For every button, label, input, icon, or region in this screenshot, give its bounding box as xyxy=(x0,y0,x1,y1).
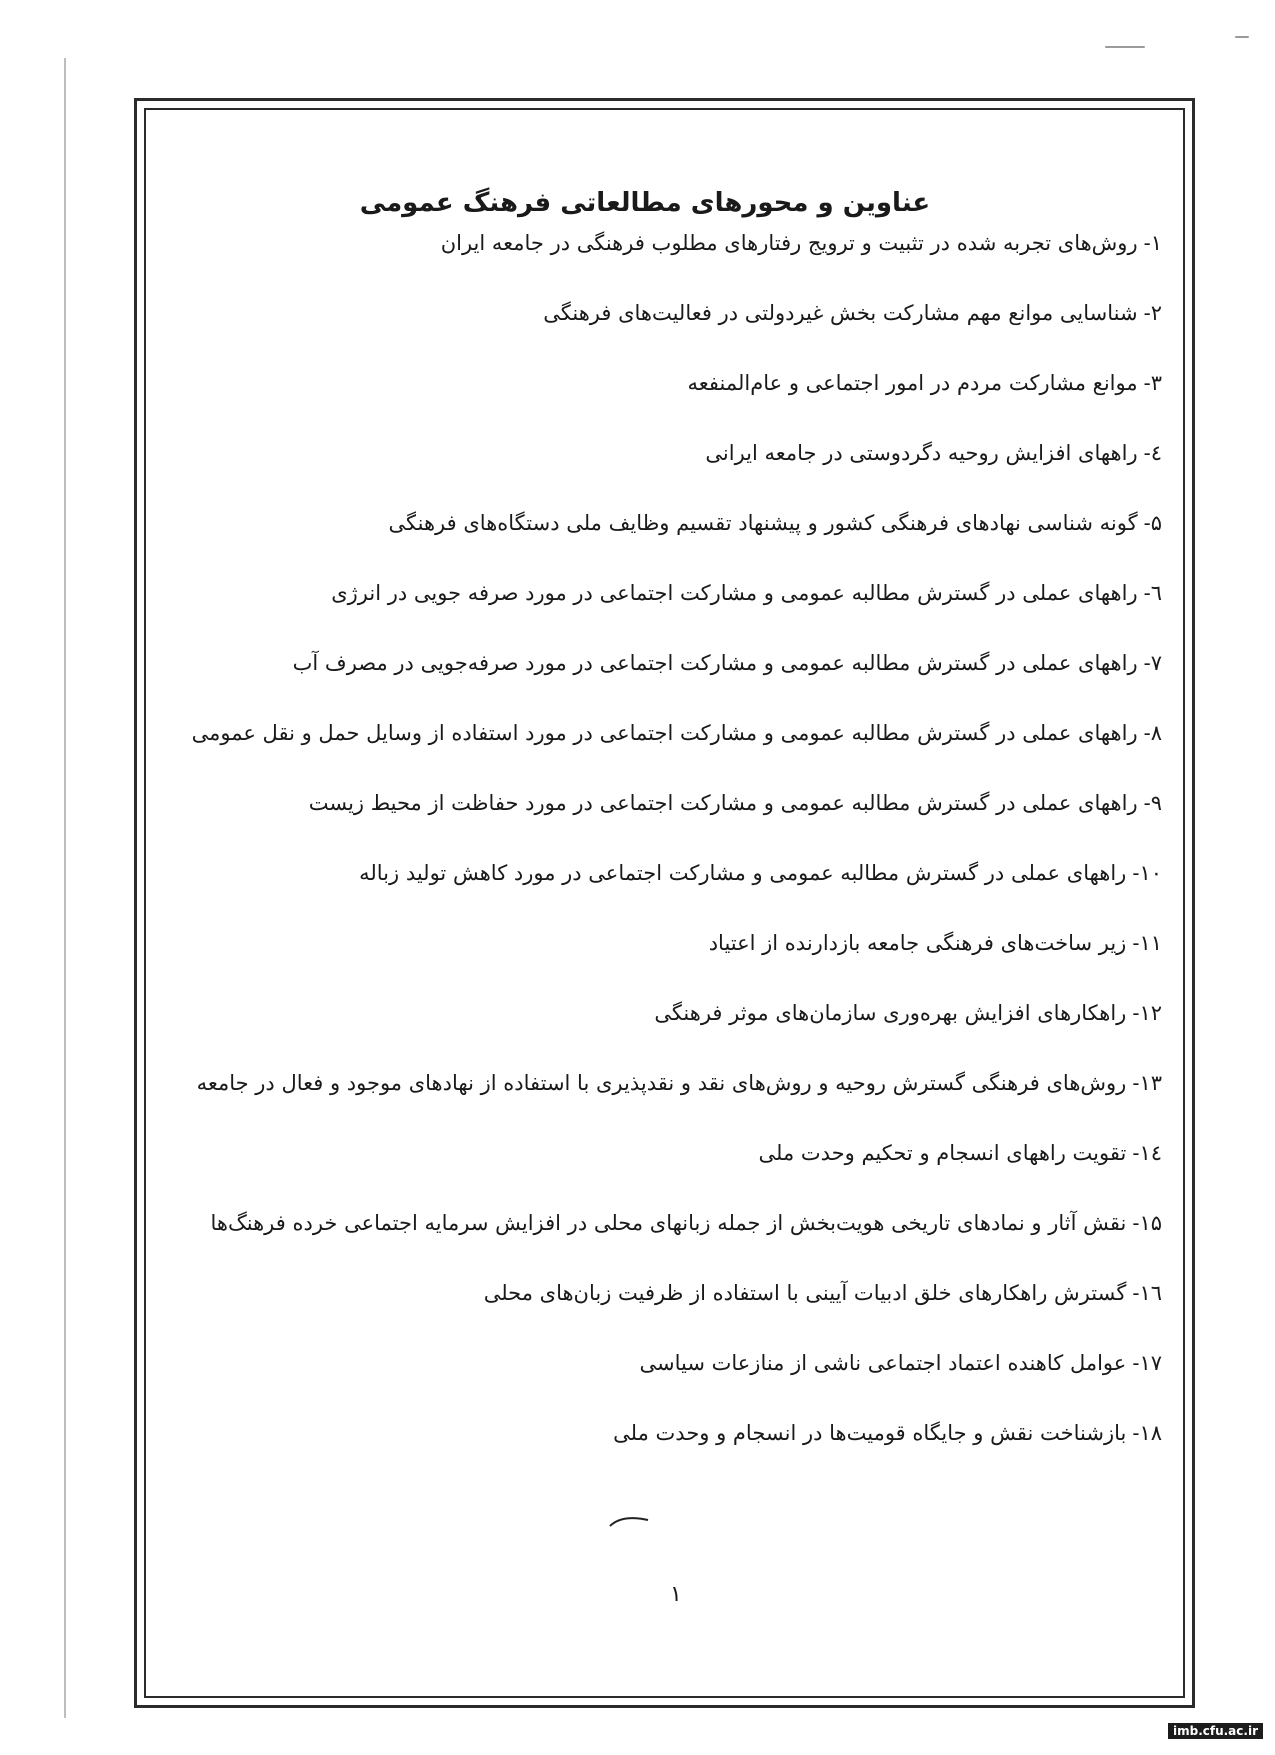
page-number: ۱ xyxy=(670,1582,682,1607)
topic-number: ۱۷- xyxy=(1132,1351,1162,1375)
topic-text: روش‌های فرهنگی گسترش روحیه و روش‌های نقد و نقدپذیری با استفاده از نهادهای موجود و فعال در جامعه xyxy=(196,1071,1127,1095)
topic-item xyxy=(180,788,1170,858)
topic-text: راهکارهای افزایش بهره‌وری سازمان‌های موثر فرهنگی xyxy=(654,1001,1127,1025)
topic-number: ٦- xyxy=(1143,581,1162,605)
topic-number: ١٤- xyxy=(1132,1141,1162,1165)
topic-number: ۷- xyxy=(1143,651,1162,675)
topic-item xyxy=(180,438,1170,508)
topic-number: ۳- xyxy=(1143,371,1162,395)
topic-item xyxy=(180,1418,1170,1488)
topic-list xyxy=(180,228,1190,1488)
site-watermark: imb.cfu.ac.ir xyxy=(1168,1723,1263,1739)
topic-item xyxy=(180,648,1170,718)
topic-item xyxy=(180,1068,1170,1138)
topic-item xyxy=(180,368,1170,438)
topic-item xyxy=(180,928,1170,998)
topic-item xyxy=(180,228,1170,298)
topic-number: ۱٦- xyxy=(1132,1281,1162,1305)
pen-stroke-mark xyxy=(608,1512,650,1530)
topic-number: ۱۵- xyxy=(1132,1211,1162,1235)
topic-item xyxy=(180,1208,1170,1278)
topic-text: تقویت راههای انسجام و تحکیم وحدت ملی xyxy=(758,1141,1127,1165)
topic-text: نقش آثار و نمادهای تاریخی هویت‌بخش از جمله زبانهای محلی در افزایش سرمایه اجتماعی خرده فرهنگ‌ها xyxy=(210,1211,1127,1235)
topic-number: ۱- xyxy=(1143,231,1162,255)
topic-text: روش‌های تجربه شده در تثبیت و ترویج رفتارهای مطلوب فرهنگی در جامعه ایران xyxy=(440,231,1138,255)
topic-text: بازشناخت نقش و جایگاه قومیت‌ها در انسجام و وحدت ملی xyxy=(613,1421,1127,1445)
topic-number: ۹- xyxy=(1143,791,1162,815)
topic-text: گسترش راهکارهای خلق ادبیات آیینی با استفاده از ظرفیت زبان‌های محلی xyxy=(483,1281,1127,1305)
topic-item xyxy=(180,1138,1170,1208)
topic-text: راههای عملی در گسترش مطالبه عمومی و مشارکت اجتماعی در مورد صرفه جویی در انرژی xyxy=(331,581,1138,605)
topic-item xyxy=(180,718,1170,788)
topic-item xyxy=(180,508,1170,578)
topic-text: راههای عملی در گسترش مطالبه عمومی و مشارکت اجتماعی در مورد استفاده از وسایل حمل و نقل عمومی xyxy=(191,721,1138,745)
topic-number: ۱۲- xyxy=(1132,1001,1162,1025)
topic-text: راههای عملی در گسترش مطالبه عمومی و مشارکت اجتماعی در مورد حفاظت از محیط زیست xyxy=(308,791,1138,815)
topic-number: ٤- xyxy=(1143,441,1162,465)
topic-item xyxy=(180,578,1170,648)
topic-number: ۱۱- xyxy=(1132,931,1162,955)
scan-speck xyxy=(1235,36,1249,38)
topic-text: گونه شناسی نهادهای فرهنگی کشور و پیشنهاد تقسیم وظایف ملی دستگاه‌های فرهنگی xyxy=(388,511,1138,535)
document-body xyxy=(180,150,1190,1488)
topic-number: ۸- xyxy=(1143,721,1162,745)
scan-edge-line xyxy=(64,58,66,1718)
topic-text: راههای عملی در گسترش مطالبه عمومی و مشارکت اجتماعی در مورد کاهش تولید زباله xyxy=(359,861,1127,885)
topic-item xyxy=(180,858,1170,928)
topic-text: عوامل کاهنده اعتماد اجتماعی ناشی از منازعات سیاسی xyxy=(639,1351,1127,1375)
topic-number: ۵- xyxy=(1143,511,1162,535)
topic-number: ۲- xyxy=(1143,301,1162,325)
topic-text: زیر ساخت‌های فرهنگی جامعه بازدارنده از اعتیاد xyxy=(708,931,1127,955)
document-title: عناوین و محورهای مطالعاتی فرهنگ عمومی xyxy=(359,188,931,218)
topic-text: راههای عملی در گسترش مطالبه عمومی و مشارکت اجتماعی در مورد صرفه‌جویی در مصرف آب xyxy=(292,651,1138,675)
topic-number: ۱۰- xyxy=(1132,861,1162,885)
topic-text: شناسایی موانع مهم مشارکت بخش غیردولتی در فعالیت‌های فرهنگی xyxy=(543,301,1138,325)
topic-text: موانع مشارکت مردم در امور اجتماعی و عام‌المنفعه xyxy=(687,371,1138,395)
topic-number: ۱۳- xyxy=(1132,1071,1162,1095)
topic-number: ۱۸- xyxy=(1132,1421,1162,1445)
topic-item xyxy=(180,298,1170,368)
topic-item xyxy=(180,998,1170,1068)
topic-item xyxy=(180,1278,1170,1348)
scan-speck xyxy=(1105,46,1145,48)
topic-text: راههای افزایش روحیه دگردوستی در جامعه ایرانی xyxy=(705,441,1138,465)
topic-item xyxy=(180,1348,1170,1418)
